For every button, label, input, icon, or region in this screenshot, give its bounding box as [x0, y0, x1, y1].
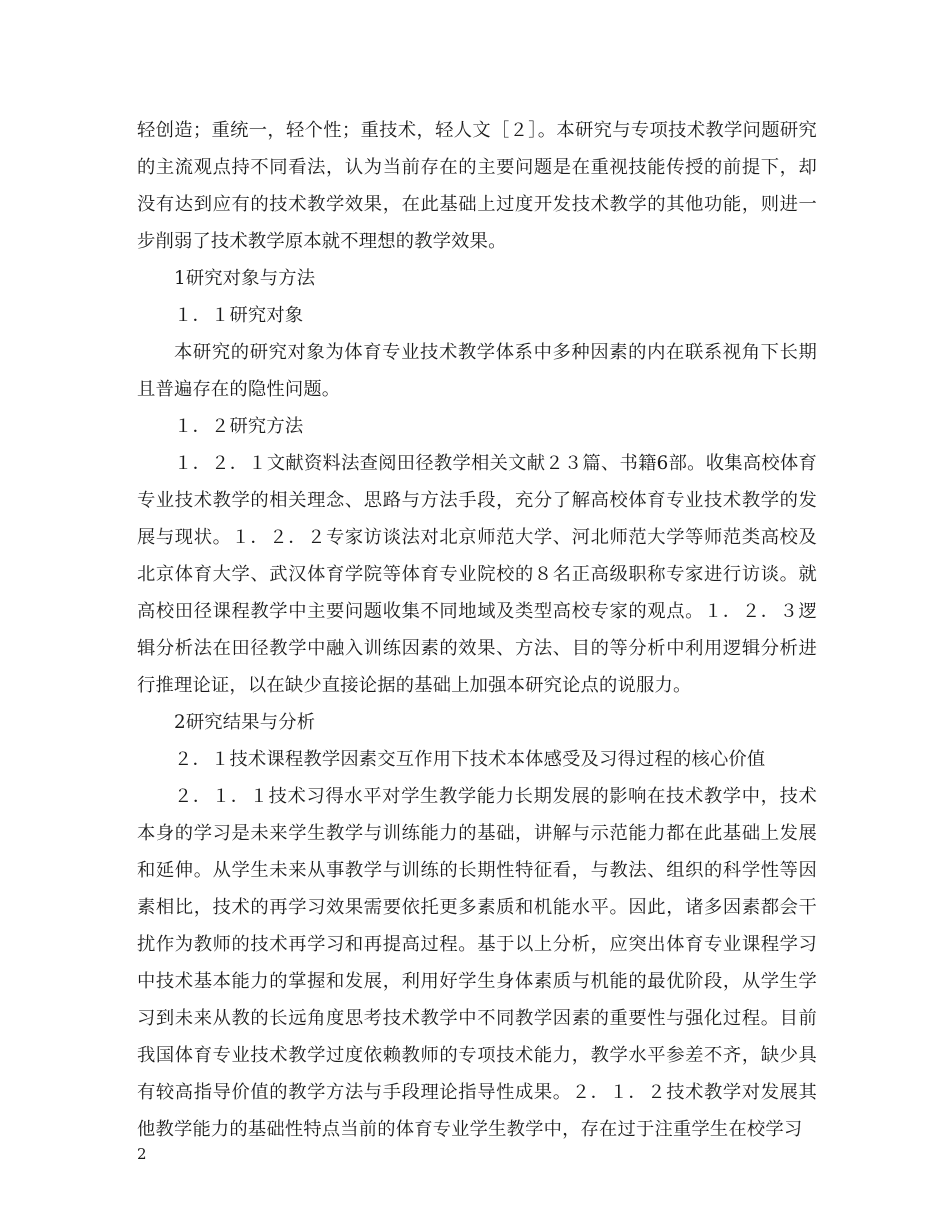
section-heading: 1研究对象与方法	[174, 268, 316, 289]
subsection-heading: １．２研究方法	[174, 416, 304, 437]
section-heading: 2研究结果与分析	[174, 712, 316, 733]
paragraph: 本研究的研究对象为体育专业技术教学体系中多种因素的内在联系视角下长期且普遍存在的隐性问题。	[137, 342, 817, 400]
paragraph: 轻创造；重统一，轻个性；重技术，轻人文［２］。本研究与专项技术教学问题研究的主流观点持不同看法，认为当前存在的主要问题是在重视技能传授的前提下，却没有达到应有的技术教学效果，在此基础上过度开发技术教学的其他功能，则进一步削弱了技术教学原本就不理想的教学效果。	[137, 120, 817, 252]
page-number: 2	[137, 1145, 147, 1163]
body-text	[137, 112, 817, 1148]
paragraph: １．２．１文献资料法查阅田径教学相关文献２３篇、书籍6部。收集高校体育专业技术教学的相关理念、思路与方法手段，充分了解高校体育专业技术教学的发展与现状。１．２．２专家访谈法对北京师范大学、河北师范大学等师范类高校及北京体育大学、武汉体育学院等体育专业院校的８名正高级职称专家进行访谈。就高校田径课程教学中主要问题收集不同地域及类型高校专家的观点。１．２．３逻辑分析法在田径教学中融入训练因素的效果、方法、目的等分析中利用逻辑分析进行推理论证，以在缺少直接论据的基础上加强本研究论点的说服力。	[137, 453, 817, 696]
subsection-heading: ２．１技术课程教学因素交互作用下技术本体感受及习得过程的核心价值	[174, 749, 766, 770]
subsection-heading: １．１研究对象	[174, 305, 304, 326]
paragraph: ２．１．１技术习得水平对学生教学能力长期发展的影响在技术教学中，技术本身的学习是未来学生教学与训练能力的基础，讲解与示范能力都在此基础上发展和延伸。从学生未来从事教学与训练的长期性特征看，与教法、组织的科学性等因素相比，技术的再学习效果需要依托更多素质和机能水平。因此，诸多因素都会干扰作为教师的技术再学习和再提高过程。基于以上分析，应突出体育专业课程学习中技术基本能力的掌握和发展，利用好学生身体素质与机能的最优阶段，从学生学习到未来从教的长远角度思考技术教学中不同教学因素的重要性与强化过程。目前我国体育专业技术教学过度依赖教师的专项技术能力，教学水平参差不齐，缺少具有较高指导价值的教学方法与手段理论指导性成果。２．１．２技术教学对发展其他教学能力的基础性特点当前的体育专业学生教学中，存在过于注重学生在校学习	[137, 786, 817, 1140]
